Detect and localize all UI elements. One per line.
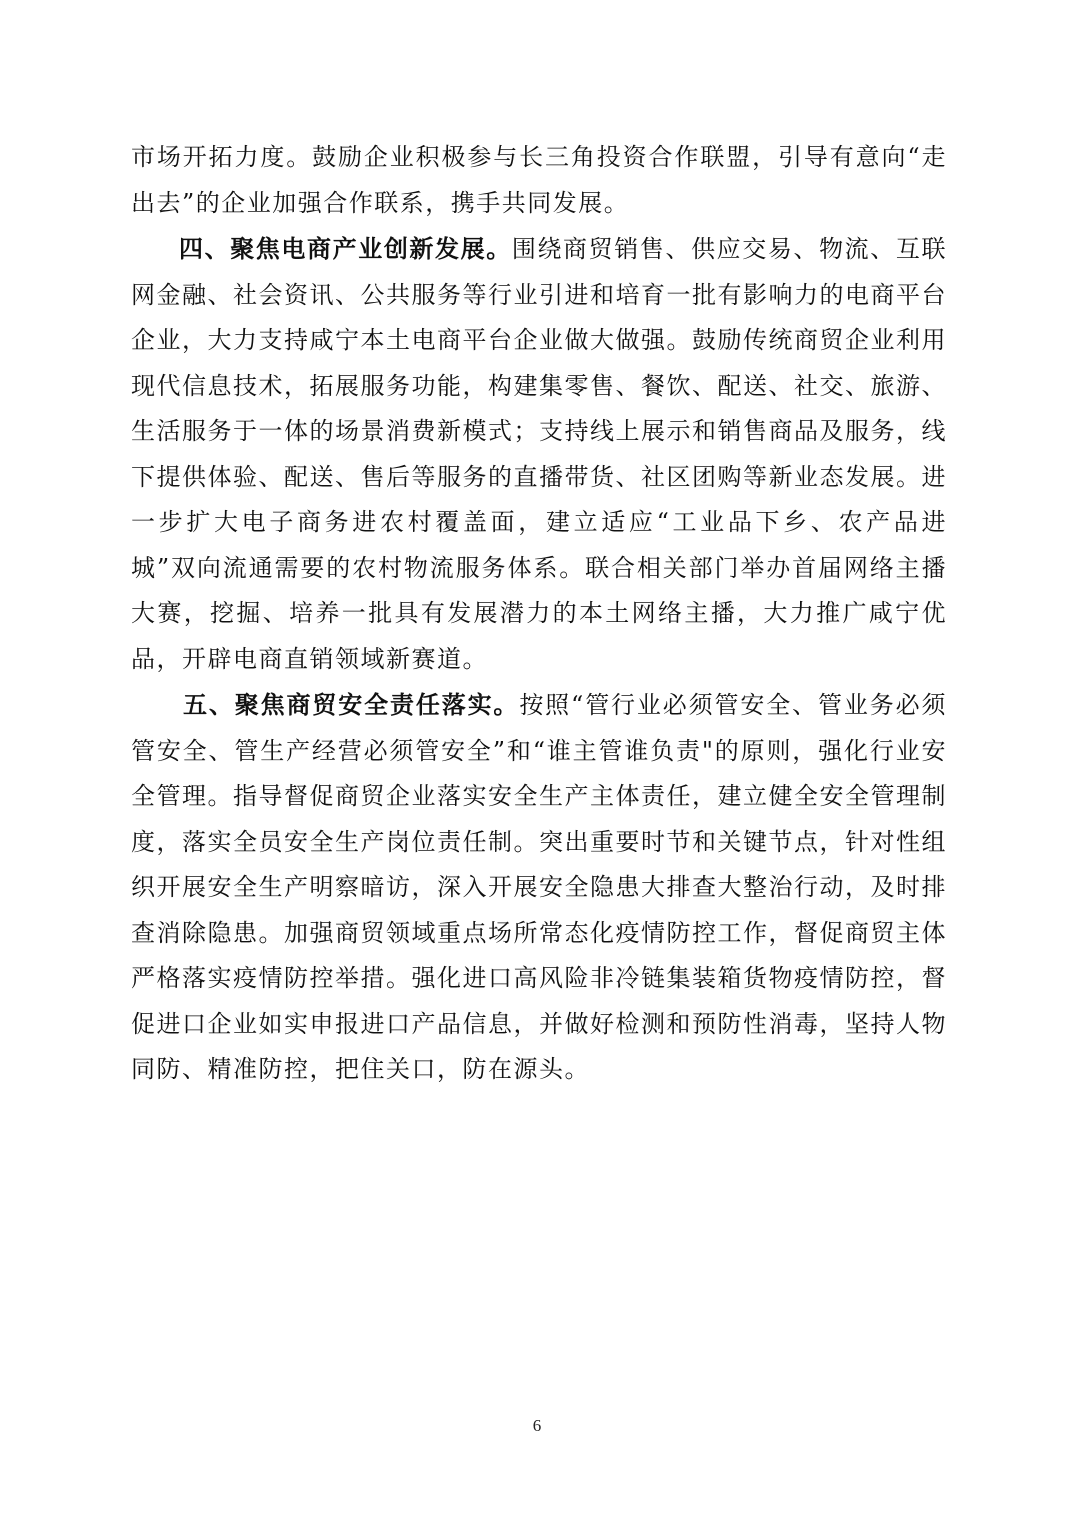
paragraph-text: 按照“管行业必须管安全、管业务必须管安全、管生产经营必须管安全”和“谁主管谁负责"的原则，强化行业安全管理。指导督促商贸企业落实安全生产主体责任，建立健全安全管理制度，落实全员安全生产岗位责任制。突出重要时节和关键节点，针对性组织开展安全生产明察暗访，深入开展安全隐患大排查大整治行动，及时排查消除隐患。加强商贸领域重点场所常态化疫情防控工作，督促商贸主体严格落实疫情防控举措。强化进口高风险非冷链集装箱货物疫情防控，督促进口企业如实申报进口产品信息，并做好检测和预防性消毒，坚持人物同防、精准防控，把住关口，防在源头。 — [131, 691, 947, 1083]
paragraph-text: 市场开拓力度。鼓励企业积极参与长三角投资合作联盟，引导有意向“走出去”的企业加强合作联系，携手共同发展。 — [131, 143, 947, 217]
paragraph-safety — [131, 682, 947, 1093]
paragraph-text: 围绕商贸销售、供应交易、物流、互联网金融、社会资讯、公共服务等行业引进和培育一批有影响力的电商平台企业，大力支持咸宁本土电商平台企业做大做强。鼓励传统商贸企业利用现代信息技术，拓展服务功能，构建集零售、餐饮、配送、社交、旅游、生活服务于一体的场景消费新模式；支持线上展示和销售商品及服务，线下提供体验、配送、售后等服务的直播带货、社区团购等新业态发展。进一步扩大电子商务进农村覆盖面，建立适应“工业品下乡、农产品进城”双向流通需要的农村物流服务体系。联合相关部门举办首届网络主播大赛，挖掘、培养一批具有发展潜力的本土网络主播，大力推广咸宁优品，开辟电商直销领域新赛道。 — [131, 235, 947, 673]
page-number: 6 — [532, 1416, 542, 1435]
section-heading-safety: 五、聚焦商贸安全责任落实。 — [183, 690, 520, 719]
paragraph-ecommerce — [131, 226, 947, 682]
paragraph-continuation — [131, 135, 947, 226]
section-heading-ecommerce: 四、聚焦电商产业创新发展。 — [179, 234, 512, 263]
document-body — [131, 135, 947, 1093]
